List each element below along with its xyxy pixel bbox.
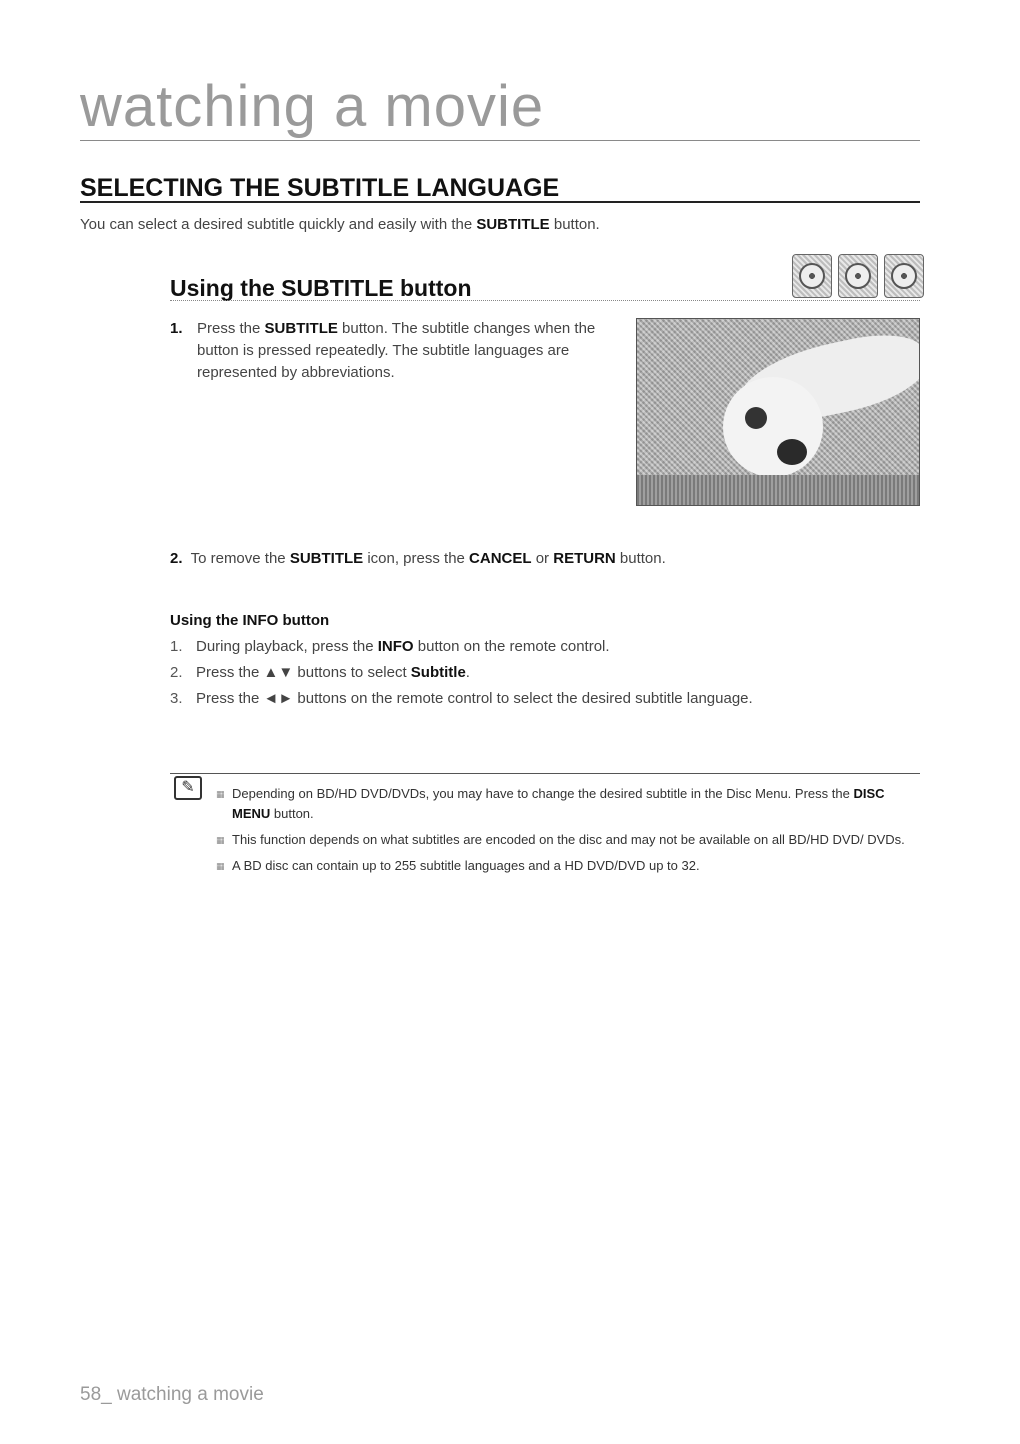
info-subheading: Using the INFO button (170, 612, 330, 629)
section-intro: You can select a desired subtitle quickly and easily with the SUBTITLE button. (80, 216, 600, 233)
chapter-title: watching a movie (80, 74, 545, 139)
list-item: 1. During playback, press the INFO button on the remote control. (170, 638, 610, 655)
step-2: 2. To remove the SUBTITLE icon, press the CANCEL or RETURN button. (170, 550, 666, 567)
seal-head-shape (723, 377, 823, 477)
section-title: SELECTING THE SUBTITLE LANGUAGE (80, 174, 560, 202)
seal-eye-shape (745, 407, 767, 429)
seal-nose-shape (777, 439, 807, 465)
subtitle-bar (637, 475, 919, 505)
chapter-divider (80, 140, 920, 141)
note-pencil-icon: ✎ (174, 776, 202, 800)
note-divider (170, 773, 920, 774)
subsection-divider (170, 300, 920, 301)
step-1 (170, 318, 610, 384)
notes-list (216, 784, 916, 882)
note-item: ▦ This function depends on what subtitles are encoded on the disc and may not be available on all BD/HD DVD/ DVDs. (216, 830, 916, 850)
note-item: ▦ A BD disc can contain up to 255 subtitle languages and a HD DVD/DVD up to 32. (216, 856, 916, 876)
note-bullet-icon: ▦ (216, 835, 225, 845)
step-number: 1. (170, 320, 183, 337)
page-number: 58 (80, 1384, 102, 1405)
bd-disc-icon (792, 254, 832, 298)
list-item: 2. Press the ▲▼ buttons to select Subtitle. (170, 664, 470, 681)
screen-illustration (636, 318, 920, 506)
note-item: ▦ Depending on BD/HD DVD/DVDs, you may have to change the desired subtitle in the Disc Menu. Press the DISC MENU button. (216, 786, 885, 821)
step-text: Press the SUBTITLE button. The subtitle changes when the button is pressed repeatedly. The subtitle languages are represented by abbreviations. (197, 320, 596, 381)
subsection-title: Using the SUBTITLE button (170, 275, 472, 301)
dvd-disc-icon (884, 254, 924, 298)
hd-dvd-disc-icon (838, 254, 878, 298)
disc-type-icons (792, 254, 924, 298)
section-divider (80, 201, 920, 203)
info-steps-list (170, 636, 753, 714)
note-bullet-icon: ▦ (216, 861, 225, 871)
note-bullet-icon: ▦ (216, 789, 225, 799)
page-footer: 58_ watching a movie (80, 1384, 264, 1405)
list-item: 3. Press the ◄► buttons on the remote control to select the desired subtitle language. (170, 690, 753, 707)
